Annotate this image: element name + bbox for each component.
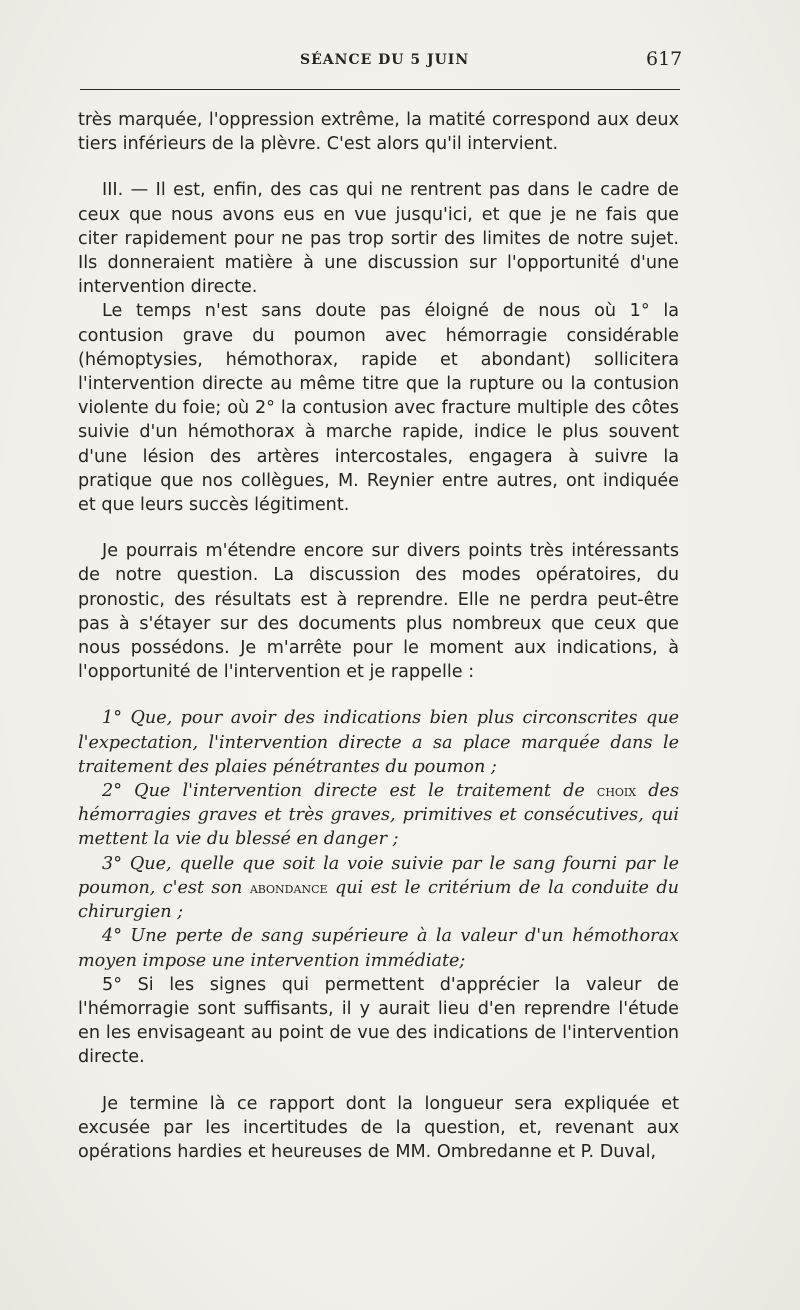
paragraph-gap bbox=[78, 1070, 679, 1092]
conclusion-item-4: 4° Une perte de sang supérieure à la valeur d'un hémothorax moyen impose une intervention immédiate; bbox=[78, 926, 679, 971]
header-rule bbox=[80, 89, 680, 90]
conclusion-item-5: 5° Si les signes qui permettent d'apprécier la valeur de l'hémorragie sont suffisants, il y aurait lieu d'en reprendre l'étude en les envisageant au point de vue des indications de l'intervention directe. bbox=[78, 974, 679, 1068]
conclusion-item-3-text-a: 3° Que, quelle que soit la voie suivie par le sang fourni par le poumon, c'est son bbox=[78, 853, 679, 898]
paragraph-gap bbox=[78, 517, 679, 539]
conclusion-item-1: 1° Que, pour avoir des indications bien plus circonscrites que l'expectation, l'intervention directe a sa place marquée dans le traitement des plaies pénétrantes du poumon ; bbox=[78, 708, 679, 777]
paragraph-gap bbox=[78, 684, 679, 706]
paragraph-gap bbox=[78, 156, 679, 178]
body-text bbox=[78, 108, 679, 1164]
conclusion-item-2 bbox=[78, 779, 679, 852]
conclusion-item-2-emphasis: choix bbox=[596, 782, 637, 801]
page-number: 617 bbox=[646, 48, 683, 70]
conclusion-item-2-text-a: 2° Que l'intervention directe est le traitement de bbox=[102, 781, 597, 802]
conclusion-item-3-emphasis: abondance bbox=[249, 878, 328, 897]
paragraph-1: très marquée, l'oppression extrême, la matité correspond aux deux tiers inférieurs de la plèvre. C'est alors qu'il intervient. bbox=[78, 110, 679, 155]
running-header bbox=[0, 48, 800, 78]
conclusion-item-2-text-b: des hémorragies graves et très graves, primitives et consécutives, qui mettent la vie du blessé en danger ; bbox=[78, 781, 679, 850]
header-title: SÉANCE DU 5 JUIN bbox=[300, 52, 470, 68]
paragraph-closing: Je termine là ce rapport dont la longueur sera expliquée et excusée par les incertitudes de la question, et, revenant aux opérations hardies et heureuses de MM. Ombredanne et P. Duval, bbox=[78, 1093, 679, 1162]
conclusion-item-3-text-b: qui est le critérium de la conduite du chirurgien ; bbox=[78, 877, 679, 923]
paragraph-2: III. — Il est, enfin, des cas qui ne rentrent pas dans le cadre de ceux que nous avons eus en vue jusqu'ici, et que je ne fais que citer rapidement pour ne pas trop sortir des limites de notre sujet. Ils donneraient matière à une discussion sur l'opportunité d'une intervention directe. bbox=[78, 180, 679, 298]
conclusion-item-3 bbox=[78, 852, 679, 925]
paragraph-4: Je pourrais m'étendre encore sur divers points très intéressants de notre question. La discussion des modes opératoires, du pronostic, des résultats est à reprendre. Elle ne perdra peut-être pas à s'étayer sur des documents plus nombreux que ceux que nous possédons. Je m'arrête pour le moment aux indications, à l'opportunité de l'intervention et je rappelle : bbox=[78, 541, 679, 683]
paragraph-3: Le temps n'est sans doute pas éloigné de nous où 1° la contusion grave du poumon avec hémorragie considérable (hémoptysies, hémothorax, rapide et abondant) sollicitera l'intervention directe au même titre que la rupture ou la contusion violente du foie; où 2° la contusion avec fracture multiple des côtes suivie d'un hémothorax à marche rapide, indice le plus souvent d'une lésion des artères intercostales, engagera à suivre la pratique que nos collègues, M. Reynier entre autres, ont indiquée et que leurs succès légitiment. bbox=[78, 301, 679, 516]
